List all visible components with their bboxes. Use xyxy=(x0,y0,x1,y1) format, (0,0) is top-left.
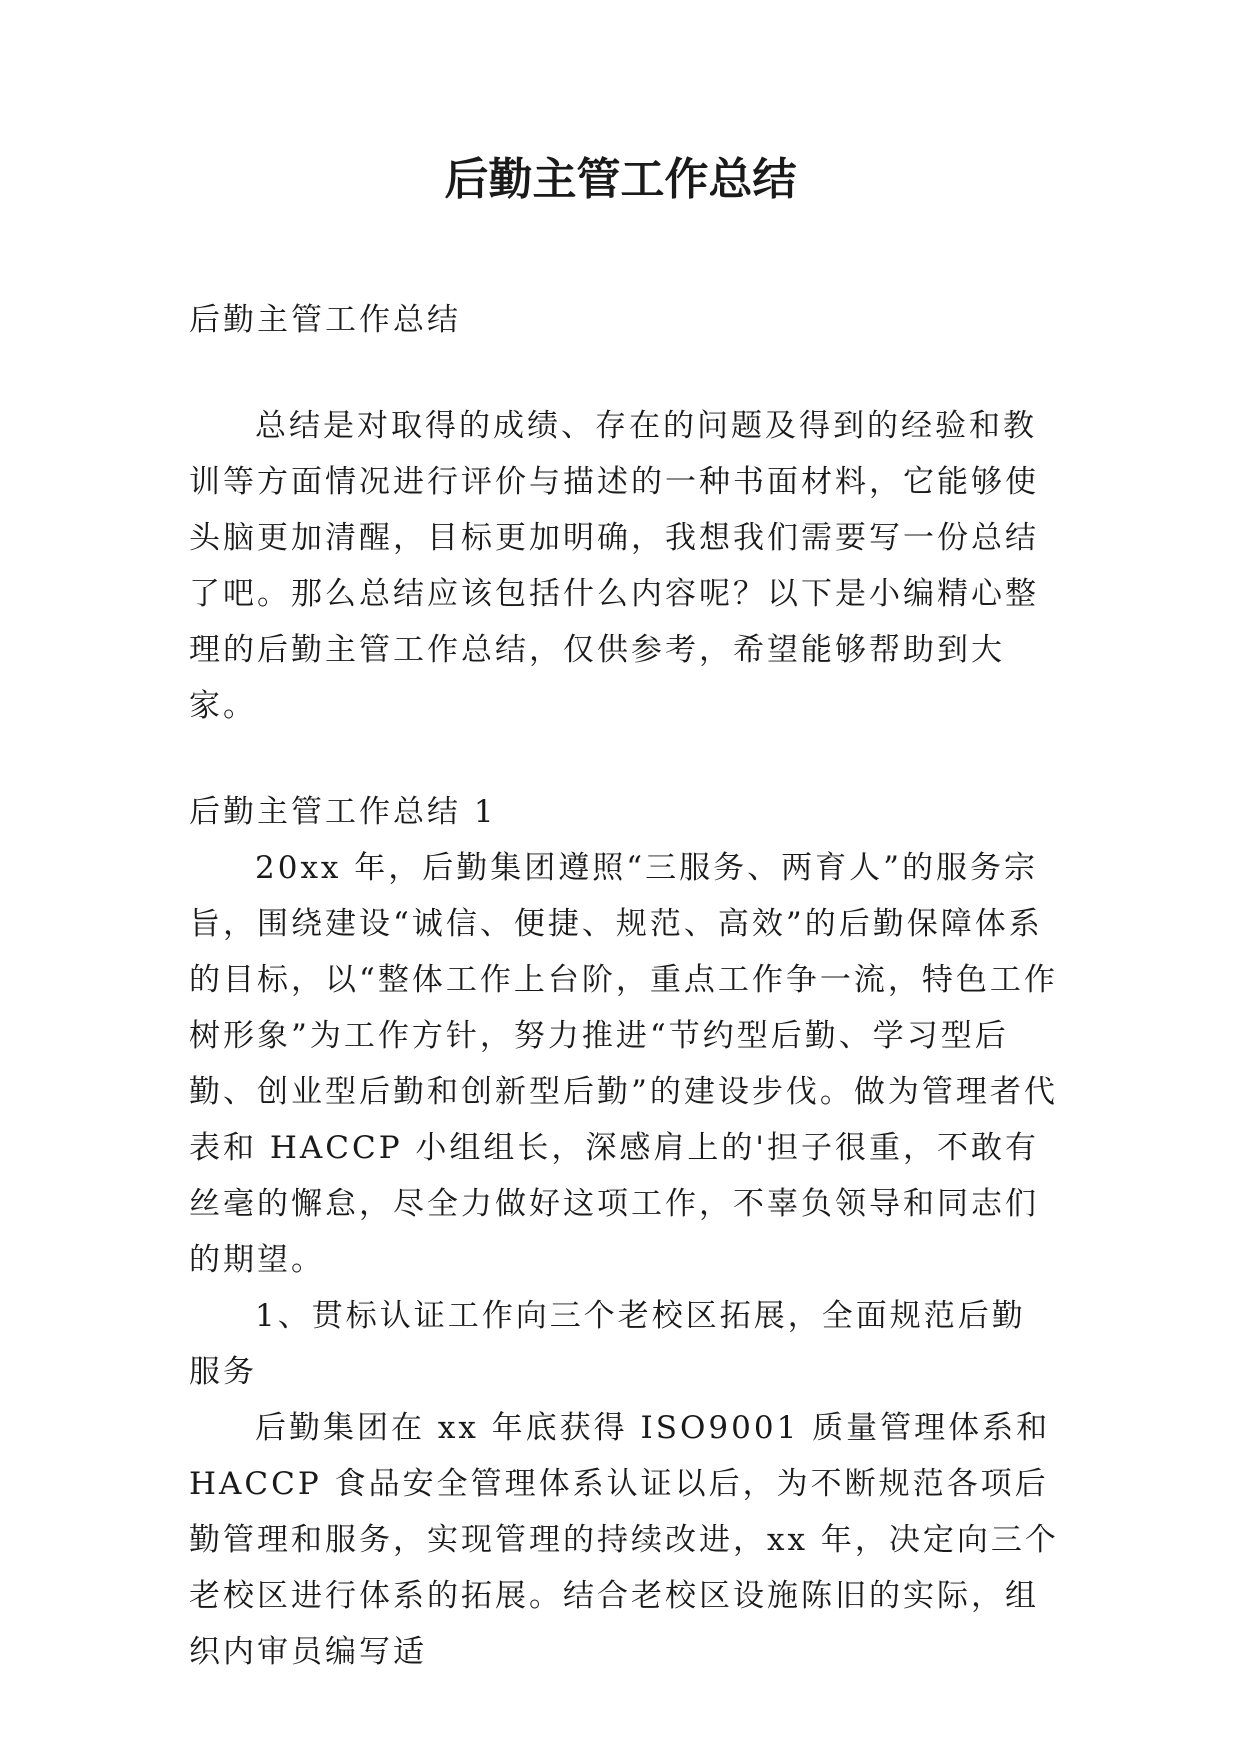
document-body xyxy=(189,292,1059,1680)
document-subtitle: 后勤主管工作总结 xyxy=(189,302,461,338)
document-title: 后勤主管工作总结 xyxy=(444,154,797,205)
body-paragraph: 后勤集团在 xx 年底获得 ISO9001 质量管理体系和 HACCP 食品安全管理体系认证以后，为不断规范各项后勤管理和服务，实现管理的持续改进，xx 年，决定向三个老校区进行体系的拓展。结合老校区设施陈旧的实际，组织内审员编写适 xyxy=(189,1410,1059,1670)
item-heading: 1、贯标认证工作向三个老校区拓展，全面规范后勤服务 xyxy=(189,1298,1026,1390)
section-heading: 后勤主管工作总结 1 xyxy=(189,794,497,830)
body-paragraph: 20xx 年，后勤集团遵照“三服务、两育人”的服务宗旨，围绕建设“诚信、便捷、规范、高效”的后勤保障体系的目标，以“整体工作上台阶，重点工作争一流，特色工作树形象”为工作方针，努力推进“节约型后勤、学习型后勤、创业型后勤和创新型后勤”的建设步伐。做为管理者代表和 HACCP 小组组长，深感肩上的'担子很重，不敢有丝毫的懈怠，尽全力做好这项工作，不辜负领导和同志们的期望。 xyxy=(189,850,1058,1278)
intro-paragraph: 总结是对取得的成绩、存在的问题及得到的经验和教训等方面情况进行评价与描述的一种书面材料，它能够使头脑更加清醒，目标更加明确，我想我们需要写一份总结了吧。那么总结应该包括什么内容呢？以下是小编精心整理的后勤主管工作总结，仅供参考，希望能够帮助到大家。 xyxy=(189,408,1039,724)
